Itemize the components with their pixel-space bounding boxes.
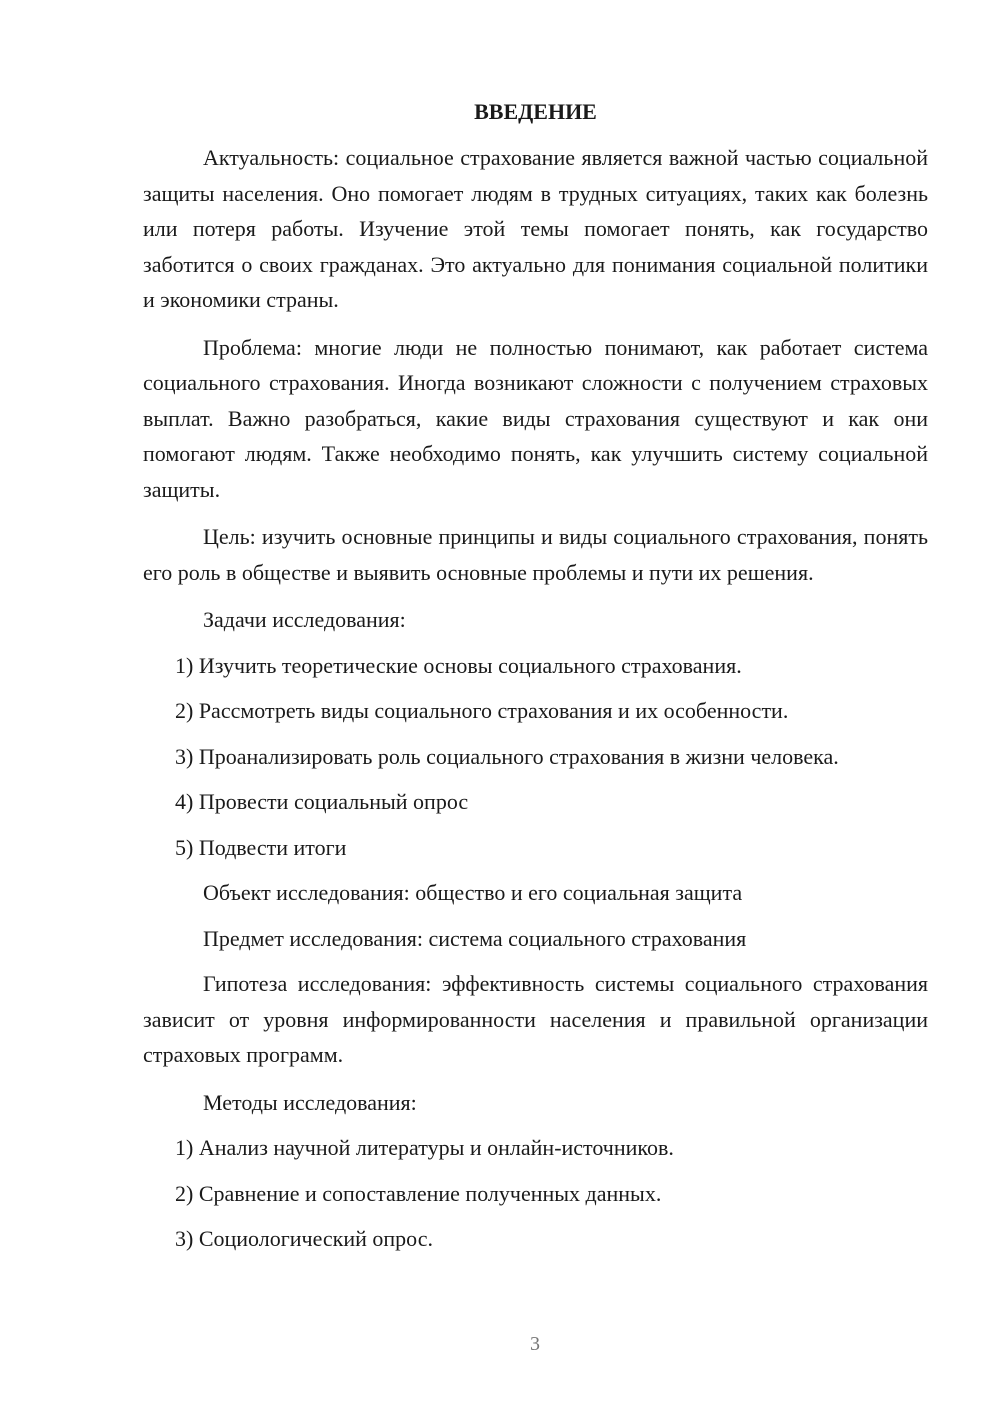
method-item: 1) Анализ научной литературы и онлайн-источников.: [175, 1135, 674, 1160]
task-item: 5) Подвести итоги: [175, 834, 347, 860]
method-item: 2) Сравнение и сопоставление полученных данных.: [175, 1180, 662, 1206]
page-title: ВВЕДЕНИЕ: [474, 99, 597, 124]
page-content: [143, 96, 928, 1267]
subject-line: Предмет исследования: система социального страхования: [203, 925, 747, 951]
task-item: 3) Проанализировать роль социального страхования в жизни человека.: [175, 743, 839, 769]
relevance-paragraph: Актуальность: социальное страхование является важной частью социальной защиты населения. Оно помогает людям в трудных ситуациях, таких как болезнь или потеря работы. Изучение этой темы помогает понять, как государство заботится о своих гражданах. Это актуально для понимания социальной политики и экономики страны.: [143, 145, 928, 312]
task-item: 2) Рассмотреть виды социального страхования и их особенности.: [175, 698, 789, 723]
hypothesis-paragraph: Гипотеза исследования: эффективность системы социального страхования зависит от уровня информированности населения и правильной организации страховых программ.: [143, 971, 928, 1067]
object-line: Объект исследования: общество и его социальная защита: [203, 880, 743, 905]
method-item: 3) Социологический опрос.: [175, 1226, 433, 1251]
task-item: 4) Провести социальный опрос: [175, 789, 469, 814]
task-item: 1) Изучить теоретические основы социального страхования.: [175, 652, 742, 678]
methods-heading: Методы исследования:: [203, 1089, 417, 1115]
goal-paragraph: Цель: изучить основные принципы и виды социального страхования, понять его роль в обществе и выявить основные проблемы и пути их решения.: [143, 524, 928, 585]
tasks-heading: Задачи исследования:: [203, 607, 406, 632]
page-number: 3: [530, 1333, 540, 1355]
problem-paragraph: Проблема: многие люди не полностью понимают, как работает система социального страхования. Иногда возникают сложности с получением страховых выплат. Важно разобраться, какие виды страхования существуют и как они помогают людям. Также необходимо понять, как улучшить систему социальной защиты.: [143, 334, 928, 502]
